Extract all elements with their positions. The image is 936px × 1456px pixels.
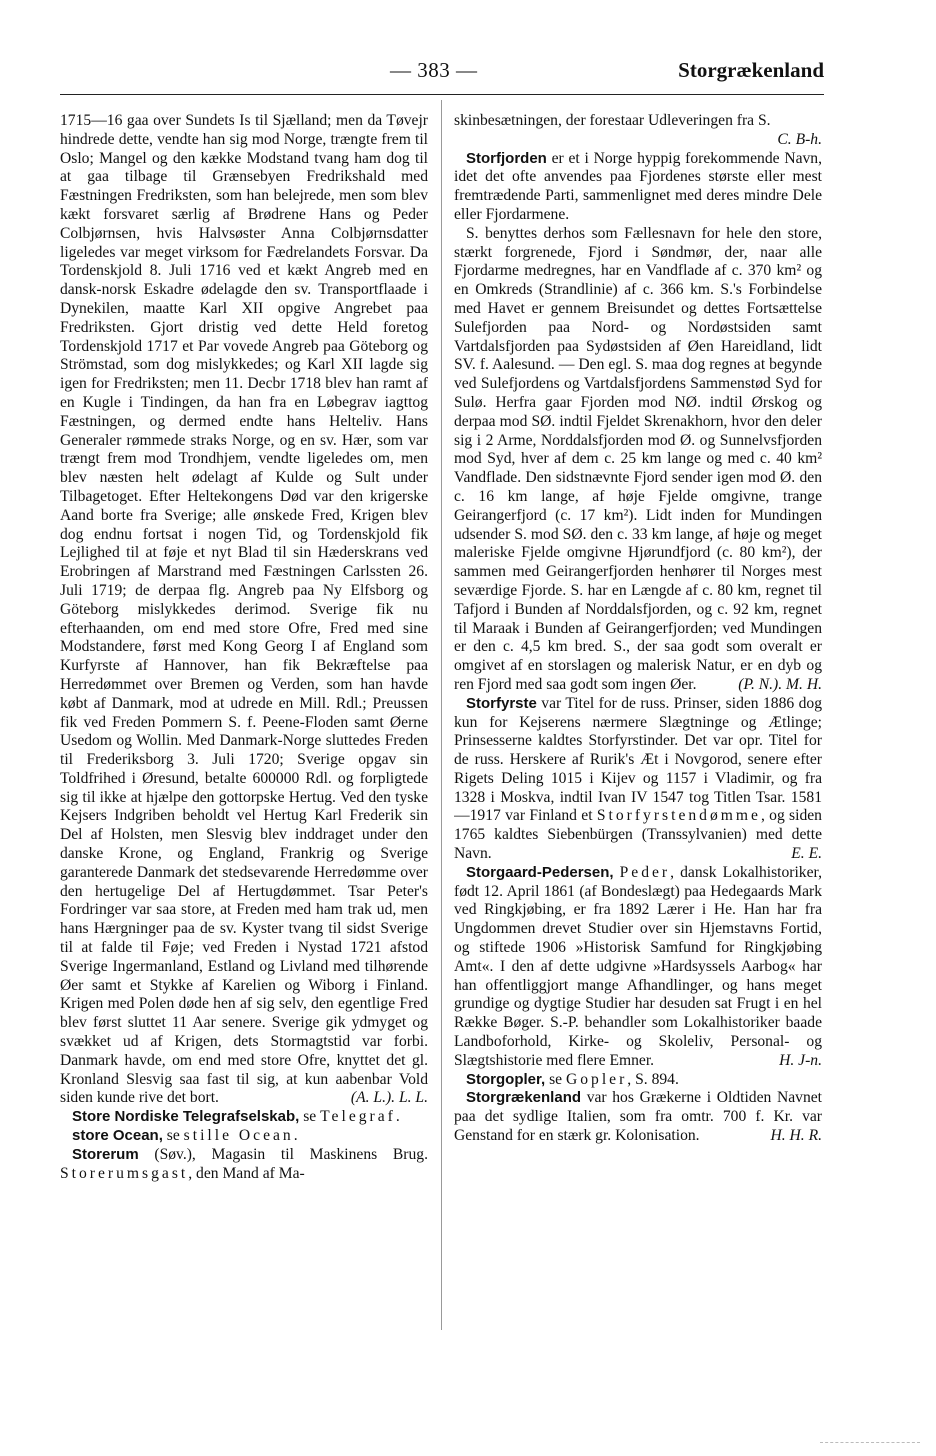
entry-store-ocean: store Ocean, se stille Ocean.	[72, 1127, 301, 1145]
entry-storfjorden: Storfjorden er et i Norge hyppig forekommende Navn, idet det ofte anvendes paa Fjordenes største eller mest fremtrædende Parti, sammenlignet med deres mindre Dele eller Fjordarmene.	[454, 149, 822, 223]
spaced-term: Peder	[619, 863, 671, 881]
right-column	[454, 112, 822, 1352]
paragraph-continuation: 1715—16 gaa over Sundets Is til Sjælland; men da Tøvejr hindrede dette, vendte han sig mod Norge, trængte frem til Oslo; Mangel og den kække Modstand tvang ham dog til at gaa tilbage til Grænsebyen Fredrikshald med Fæstningen Fredriksten, som han belejrede, men som blev kækt forsvaret særlig af Brødrene Hans og Peder Colbjørnsen, hvis Halvsøster Anna Colbjørnsdatter ligeledes var meget virksom for Fædrelandets Forsvar. Da Tordenskjold 8. Juli 1716 ved et kækt Angreb med en dansk-norsk Eskadre ødelagde den sv. Transportflaade i Dynekilen, maatte Karl XII opgive Angrebet paa Fredriksten. Gjort dristig ved dette Held foretog Tordenskjold 1717 et Par vovede Angreb paa Göteborg og Strömstad, som dog mislykkedes; og Karl XII lagde sig igen for Fredriksten; men 11. Decbr 1718 blev han ramt af en Kugle i Tindingen, da han fra en Løbegrav iagttog Fæstningen, og dermed endte hans Helteliv. Hans Generaler rømmede straks Norge, og en sv. Hær, som var trængt frem mod Trondhjem, vendte ligeledes om, men blev næsten helt ødelagt af Kulde og Sult under Tilbagetoget. Efter Heltekongens Død var den krigerske Aand borte fra Sverige; alle ønskede Fred, Krigen blev dog endnu fortsat i nogen Tid, og Tordenskjold fik Lejlighed til at føje et nyt Blad til sin Hæderskrans ved Erobringen af Marstrand med Fæstningen Carlssten 26. Juli 1719; de derpaa flg. Angreb paa Ny Elfsborg og Göteborg mislykkedes derimod. Sverige fik nu efterhaanden, om end med store Ofre, Fred med sine Modstandere, først med Kong Georg I af England som Kurfyrste af Hannover, han fik Bekræftelse paa Herredømmet over Bremen og Verden, som han havde købt af Danmark, mod at udrede en Mill. Rdl.; Preussen fik ved Freden Pommern S. f. Peene-Floden samt Øerne Usedom og Wollin. Med Danmark-Norge sluttedes Freden til Frederiksborg 3. Juli 1720; Sverige opgav sin Toldfrihed i Øresund, betalte 600000 Rdl. og forpligtede sig til ikke at hjælpe den gottorpske Hertug. Ved den tyske Kejsers Indgriben beholdt vel Hertug Karl Frederik sin Del af Holsten, men Slesvig blev inddraget under den danske Krone, og England, Frankrig og Sverige garanterede Danmark det stedsevarende Herredømme over den hertugelige Del af Hertugdømmet. Tsar Peter's Fordringer var saa store, at Freden med ham trak ud, men hans Hærgninger paa de sv. Kyster tvang til sidst Sverige til at falde til Føje; ved Freden i Nystad 1721 afstod Sverige Ingermanland, Estland og Livland med tilhørende Øer samt et Stykke af Karelien og Wiborg i Finland. Krigen med Polen døde hen af sig selv, den egentlige Fred blev først sluttet 11 Aar senere. Sverige gik ydmyget og svækket ud af Krigen, dets Stormagtstid var forbi. Danmark havde, om end med store Ofre, knyttet det gl. Kronland Slesvig saa fast til sig, at kun aabenbar Vold siden kunde rive det bort. (A. L.). L. L.	[60, 112, 428, 1107]
headword: Storgrækenland	[466, 1089, 582, 1107]
cross-reference: Telegraf.	[320, 1108, 403, 1126]
entry-storerum: Storerum (Søv.), Magasin til Maskinens Brug. Storerumsgast, den Mand af Ma-	[60, 1145, 428, 1182]
headword: Storfjorden	[466, 149, 547, 167]
author-signature: H. H. R.	[770, 1127, 822, 1145]
spaced-term: Storerumsgast	[60, 1164, 189, 1182]
cross-reference: Gopler	[565, 1070, 628, 1088]
left-column	[60, 112, 428, 1352]
entry-storfjorden-body: S. benyttes derhos som Fællesnavn for hele den store, stærkt forgrenede, Fjord i Søndmør, der, naar alle Fjordarme medregnes, har en Vandflade af c. 370 km² og en Omkreds (Strandlinie) af c. 366 km. S.'s Forbindelse med Havet er gennem Breisundet og dettes Fortsættelse Sulefjorden paa Nord- og Nordøstsiden samt Vartdalsfjorden paa Sydøstsiden af Øen Hareidland, lidt SV. f. Aalesund. — Den egl. S. maa dog regnes at begynde ved Sulefjordens og Vartdalsfjordens Sammenstød Syd for Sulø. Herfra gaar Fjorden mod NØ. indtil Ørskog og derpaa mod SØ. indtil Fjeldet Skrenakhorn, hvor den deler sig i 2 Arme, Norddalsfjorden mod Ø. og Sunnelvsfjorden mod Syd, hver af dem c. 25 km lange og med c. 40 km² Vandflade. Den sidstnævnte Fjord sender igen mod Ø. den c. 16 km lange, af høje Fjelde omgivne, trange Geirangerfjord (c. 17 km²). Lidt inden for Mundingen udsender S. mod SØ. den c. 33 km lange, af høje og meget maleriske Fjelde omgivne Hjørundfjord (c. 80 km²), der sammen med Geirangerfjorden henhører til Norges mest seværdige Fjorde. S. har en Længde af c. 80 km, regnet til Tafjord i Bunden af Norddalsfjorden, og c. 92 km, regnet til Maraak i Bunden af Geirangerfjorden; ved Mundingen er den c. 4,5 km bred. S., der saa godt som overalt er omgivet af en storslagen og malerisk Natur, er en dyb og ren Fjord med saa godt som ingen Øer. (P. N.). M. H.	[454, 224, 822, 693]
headword: Storgaard-Pedersen,	[466, 863, 614, 881]
header-rule	[60, 94, 824, 95]
running-head: Storgrækenland	[678, 58, 824, 82]
headword: Storfyrste	[466, 694, 537, 712]
author-signature: H. J-n.	[779, 1051, 822, 1069]
headword: Storgopler,	[466, 1070, 546, 1088]
author-signature: (A. L.). L. L.	[350, 1089, 428, 1107]
entry-store-nordiske-telegrafselskab: Store Nordiske Telegrafselskab, se Telegraf.	[72, 1108, 403, 1126]
entry-storfyrste: Storfyrste var Titel for de russ. Prinser, siden 1886 dog kun for Kejserens nærmere Slægtninge og Ætlinge; Prinsesserne kaldtes Storfyrstinder. Det var opr. Titel for de russ. Herskere af Rurik's Æt i Novgorod, senere efter Rigets Deling 1015 i Kijev og 1157 i Vladimir, og fra 1328 i Moskva, indtil Ivan IV 1547 tog Titlen Tsar. 1581—1917 var Finland et Storfyrstendømme, og siden 1765 kaldtes Siebenbürgen (Transsylvanien) med dette Navn. E. E.	[454, 694, 822, 863]
entry-storgraekenland: Storgrækenland var hos Grækerne i Oldtiden Navnet paa det sydlige Italien, som fra omtr. 700 f. Kr. var Genstand for en stærk gr. Kolonisation. H. H. R.	[454, 1089, 822, 1145]
column-divider	[441, 100, 442, 1330]
scan-edge-mark	[820, 1442, 920, 1443]
spaced-term: Storfyrstendømme	[596, 807, 761, 825]
author-signature: E. E.	[791, 845, 822, 863]
cross-reference: stille Ocean.	[183, 1127, 301, 1145]
author-signature: (P. N.). M. H.	[738, 675, 822, 693]
headword: store Ocean,	[72, 1127, 163, 1145]
headword: Storerum	[72, 1145, 139, 1163]
page-number: — 383 —	[390, 58, 478, 82]
entry-storgopler: Storgopler, se Gopler, S. 894.	[466, 1070, 679, 1088]
entry-storgaard-pedersen: Storgaard-Pedersen, Peder, dansk Lokalhistoriker, født 12. April 1861 (af Bondeslægt) paa Hedegaards Mark ved Ringkjøbing, er fra 1892 Lærer i He. Han har fra Ungdommen drevet Studier over sin Hjemstavns Fortid, og stiftede 1906 »Historisk Samfund for Ringkjøbing Amt«. I den af dette udgivne »Hardsyssels Aarbog« har han offentliggjort mange Afhandlinger, og hans meget grundige og dygtige Studier har desuden sat Frugt i en hel Række Bøger. S.-P. behandler som Lokalhistoriker baade Landboforhold, Kirke- og Skoleliv, Personal- og Slægtshistorie med flere Emner. H. J-n.	[454, 863, 822, 1069]
author-signature: C. B-h.	[777, 130, 822, 148]
paragraph-continuation: skinbesætningen, der forestaar Udleveringen fra S. C. B-h.	[454, 112, 822, 148]
headword: Store Nordiske Telegrafselskab,	[72, 1108, 300, 1126]
page-header	[60, 58, 824, 88]
